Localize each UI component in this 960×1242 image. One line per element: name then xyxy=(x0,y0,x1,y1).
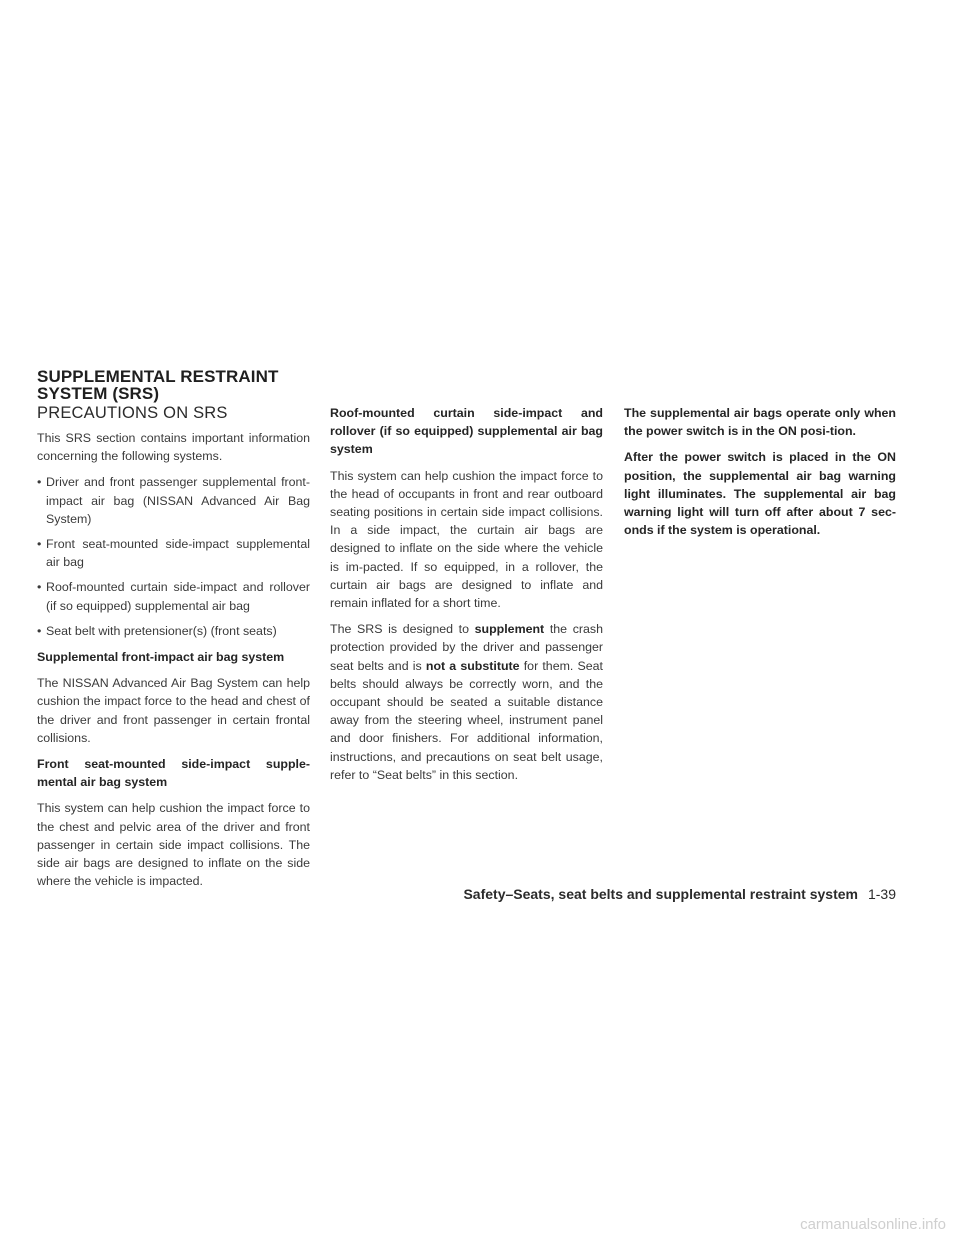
footer-chapter-title: Safety–Seats, seat belts and supplemental restraint system xyxy=(463,886,858,902)
column-2 xyxy=(330,404,603,792)
srs-text-2: the crash protection provided by the driver and passenger seat belts and is xyxy=(330,622,604,673)
curtain-paragraph: This system can help cushion the impact force to the head of occupants in front and rear outboard seating positions in certain side impact collisions. In a side impact, the curtain air bags are designed to inflate on the side where the vehicle is im-pacted. If so equipped, in a rollover, the curtain air bags are designed to inflate and remain inflated for a short time. xyxy=(330,468,603,611)
srs-text-1: The SRS is designed to xyxy=(330,622,469,637)
section-title-line2: SYSTEM (SRS) xyxy=(37,384,160,403)
column-1 xyxy=(37,429,310,898)
list-item xyxy=(37,473,310,528)
side-impact-paragraph: This system can help cushion the impact force to the chest and pelvic area of the driver and front passenger in certain side impact collisions. The side air bags are designed to inflate on the side where the vehicle is impacted. xyxy=(37,801,310,889)
srs-text-3: for them. Seat belts should always be correctly worn, and the occupant should be seated a suitable distance away from the steering wheel, instrument panel and door finishers. For additional information, instructions, and precautions on seat belt usage, refer to “Seat belts” in this section. xyxy=(330,658,603,782)
srs-bold-not-substitute: not a substitute xyxy=(425,658,520,673)
list-item-text: Seat belt with pretensioner(s) (front seats) xyxy=(46,623,277,638)
list-item-text: Driver and front passenger supplemental front-impact air bag (NISSAN Advanced Air Bag System) xyxy=(46,475,310,526)
systems-list xyxy=(37,473,310,640)
side-impact-heading: Front seat-mounted side-impact supple-mental air bag system xyxy=(37,757,310,790)
front-impact-paragraph: The NISSAN Advanced Air Bag System can help cushion the impact force to the head and chest of the driver and front passenger in certain frontal collisions. xyxy=(37,676,310,745)
bullet-glyph: • xyxy=(37,475,42,490)
bullet-glyph: • xyxy=(37,537,42,552)
page-number: 1-39 xyxy=(867,886,896,902)
curtain-heading: Roof-mounted curtain side-impact and rollover (if so equipped) supplemental air bag system xyxy=(330,406,603,457)
list-item xyxy=(37,535,310,571)
srs-supplement-paragraph xyxy=(330,620,603,784)
bullet-glyph: • xyxy=(37,623,42,638)
list-item-text: Roof-mounted curtain side-impact and rollover (if so equipped) supplemental air bag xyxy=(46,580,310,613)
watermark: carmanualsonline.info xyxy=(800,1216,946,1233)
warning-light-note: After the power switch is placed in the ON position, the supplemental air bag warning light illuminates. The supplemental air bag warning light will turn off after about 7 sec-onds if the system is operational. xyxy=(624,450,896,538)
list-item xyxy=(37,622,310,640)
column-3 xyxy=(624,404,896,547)
intro-paragraph: This SRS section contains important information concerning the following systems. xyxy=(37,431,310,464)
list-item-text: Front seat-mounted side-impact supplemental air bag xyxy=(46,537,310,570)
srs-bold-supplement: supplement xyxy=(474,622,545,637)
page-footer xyxy=(424,885,896,903)
power-switch-warning: The supplemental air bags operate only when the power switch is in the ON posi-tion. xyxy=(624,406,896,439)
list-item xyxy=(37,578,310,614)
front-impact-heading: Supplemental front-impact air bag system xyxy=(37,650,285,665)
section-title xyxy=(37,368,337,402)
bullet-glyph: • xyxy=(37,580,42,595)
subsection-title: PRECAUTIONS ON SRS xyxy=(37,404,228,422)
section-title-line1: SUPPLEMENTAL RESTRAINT xyxy=(37,367,279,386)
